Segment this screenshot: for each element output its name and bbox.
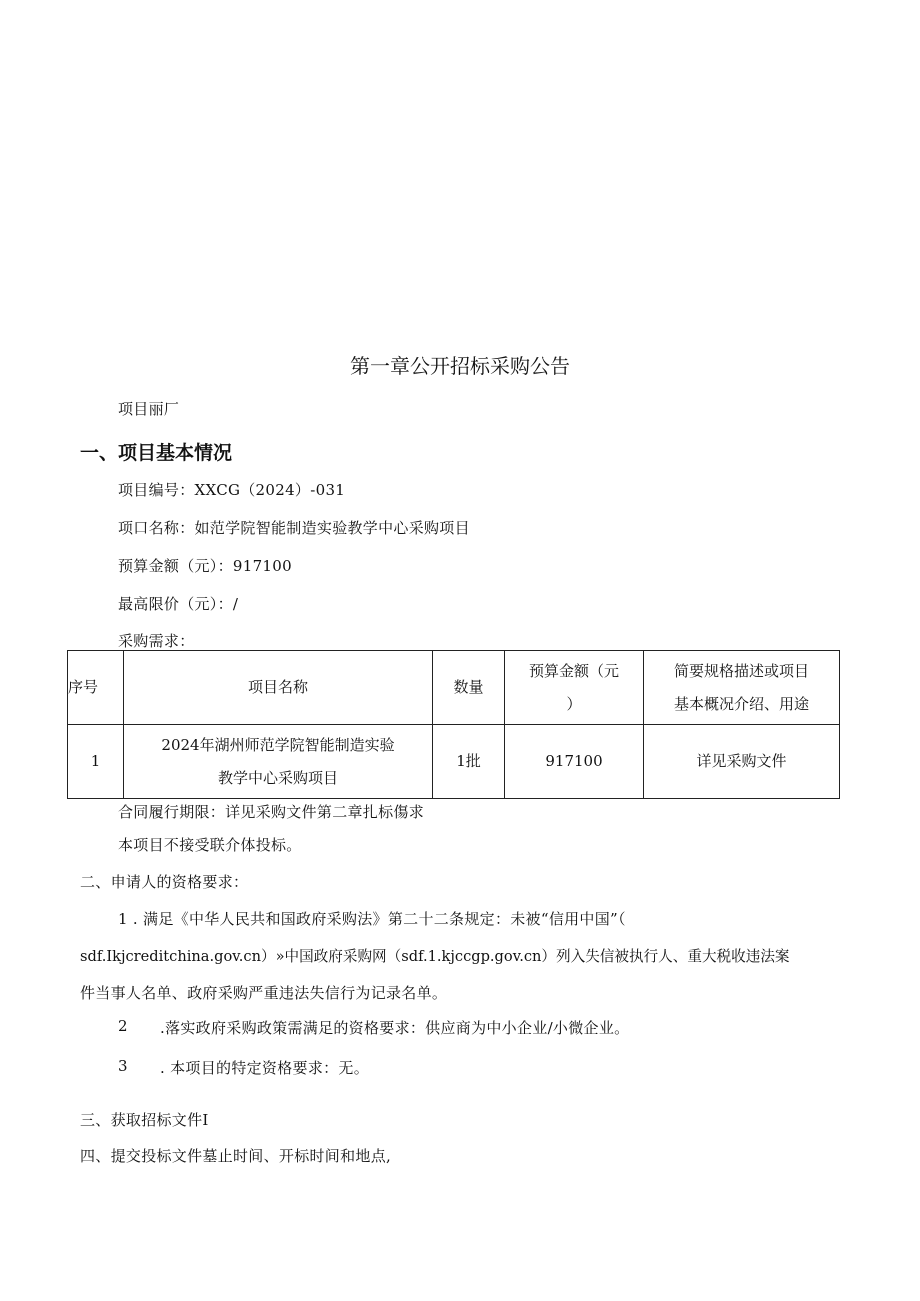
project-name: 项口名称：如范学院智能制造实验教学中心采购项目 [118, 519, 470, 537]
requirement-label: 采购需求： [118, 632, 195, 650]
max-price: 最高限价（元）：/ [118, 595, 239, 613]
project-overview-label: 项目丽厂 [118, 400, 180, 418]
chapter-title: 第一章公开招标采购公告 [350, 354, 570, 378]
header-budget-line2: ） [566, 694, 582, 713]
header-budget-line1: 预算金额（元 [528, 661, 619, 680]
cell-name-line2: 教学中心采购项目 [217, 768, 338, 787]
header-budget [505, 651, 644, 725]
qualification-item-3-text: . 本项目的特定资格要求：无。 [160, 1059, 370, 1077]
cell-qty: 1批 [433, 725, 505, 799]
contract-period: 合同履行期限：详见采购文件第二章扎标傷求 [118, 803, 425, 821]
header-desc-line1: 简要规格描述或项目 [673, 661, 809, 680]
table-header-row [68, 651, 840, 725]
header-seq: 序号 [68, 651, 124, 725]
qualification-item-1-line1: 1 . 满足《中华人民共和国政府采购法》第二十二条规定：未被“信用中国”（ [118, 910, 626, 928]
cell-desc: 详见采购文件 [644, 725, 840, 799]
qualification-item-2-text: .落实政府采购政策需满足的资格要求：供应商为中小企业/小微企业。 [160, 1019, 630, 1037]
section1-heading: 一、项目基本情况 [80, 442, 233, 464]
header-qty: 数量 [433, 651, 505, 725]
budget-amount: 预算金额（元）：917100 [118, 557, 292, 575]
qualification-item-1-line2: sdf.Ikjcreditchina.gov.cn）»中国政府采购网（sdf.1.kjccgp.gov.cn）列入失信被执行人、重大税收违法案 [80, 948, 790, 965]
no-consortium: 本项目不接受联介体投标。 [118, 836, 302, 854]
header-name: 项目名称 [124, 651, 433, 725]
section2-heading: 二、申请人的资格要求： [80, 873, 249, 891]
table-row [68, 725, 840, 799]
cell-seq: 1 [68, 725, 124, 799]
header-desc [644, 651, 840, 725]
section4-heading: 四、提交投标文件墓止时间、开标时间和地点, [80, 1147, 392, 1165]
header-desc-line2: 基本概况介绍、用途 [673, 694, 809, 713]
cell-name-line1: 2024年湖州师范学院智能制造实验 [161, 735, 395, 754]
qualification-item-1-line3: 件当事人名单、政府采购严重违法失信行为记录名单。 [80, 984, 448, 1002]
section3-heading: 三、获取招标文件I [80, 1111, 209, 1129]
qualification-item-2-number: 2 [118, 1017, 128, 1035]
project-number: 项目编号：XXCG（2024）-031 [118, 481, 346, 499]
cell-name [124, 725, 433, 799]
qualification-item-3-number: 3 [118, 1057, 128, 1075]
procurement-table [67, 650, 840, 799]
cell-budget: 917100 [505, 725, 644, 799]
